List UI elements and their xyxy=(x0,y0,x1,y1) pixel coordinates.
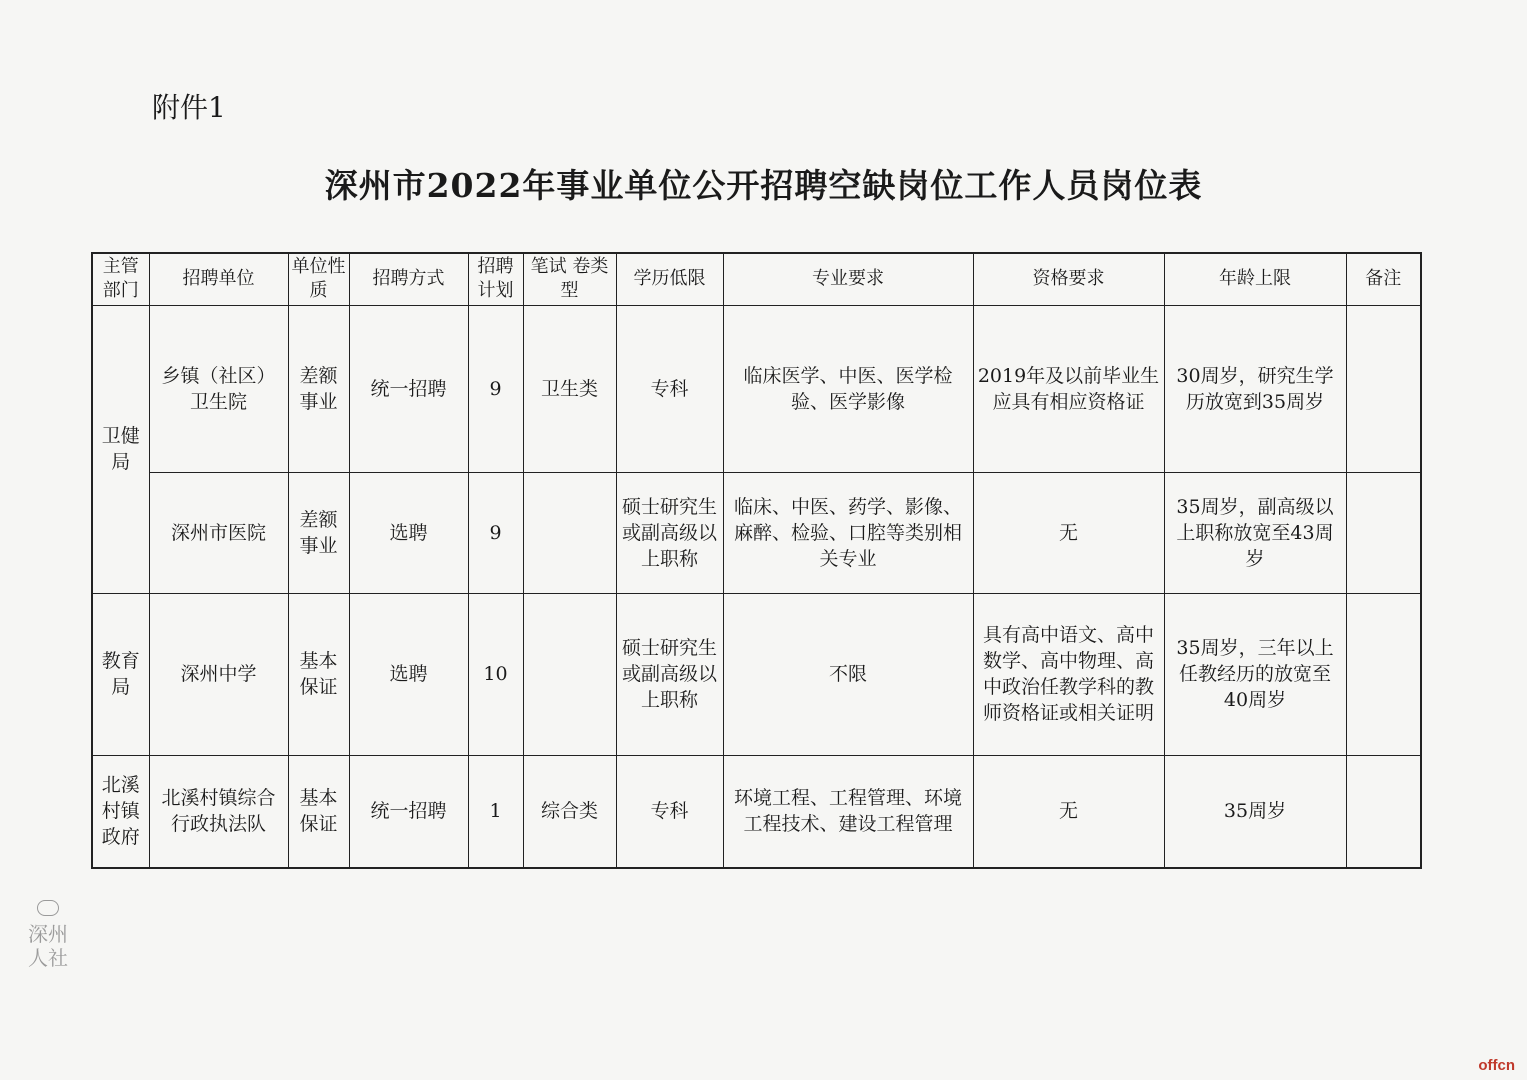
cell-exam-type: 卫生类 xyxy=(523,305,616,472)
watermark xyxy=(28,900,68,970)
cell-major: 临床、中医、药学、影像、麻醉、检验、口腔等类别相关专业 xyxy=(723,472,973,593)
cell-exam-type xyxy=(523,593,616,755)
table-row xyxy=(92,593,1421,755)
cell-note xyxy=(1346,472,1421,593)
cell-qualification: 无 xyxy=(973,755,1164,868)
cell-nature: 基本保证 xyxy=(288,593,349,755)
cell-education: 硕士研究生或副高级以上职称 xyxy=(616,593,723,755)
header-method: 招聘方式 xyxy=(349,253,468,305)
cell-nature: 差额事业 xyxy=(288,305,349,472)
cell-age: 30周岁，研究生学历放宽到35周岁 xyxy=(1164,305,1346,472)
table-row xyxy=(92,305,1421,472)
cell-method: 统一招聘 xyxy=(349,305,468,472)
cell-note xyxy=(1346,755,1421,868)
header-unit: 招聘单位 xyxy=(149,253,288,305)
cell-dept: 教育局 xyxy=(92,593,149,755)
wechat-icon xyxy=(37,900,59,916)
cell-nature: 基本保证 xyxy=(288,755,349,868)
header-row xyxy=(92,253,1421,305)
cell-qualification: 2019年及以前毕业生应具有相应资格证 xyxy=(973,305,1164,472)
header-education: 学历低限 xyxy=(616,253,723,305)
cell-method: 选聘 xyxy=(349,593,468,755)
cell-major: 不限 xyxy=(723,593,973,755)
corner-mark: offcn xyxy=(1478,1057,1515,1074)
cell-plan: 9 xyxy=(468,305,523,472)
cell-major: 环境工程、工程管理、环境工程技术、建设工程管理 xyxy=(723,755,973,868)
header-exam-type: 笔试 卷类型 xyxy=(523,253,616,305)
attachment-label: 附件1 xyxy=(152,91,226,124)
watermark-text: 深州人社 xyxy=(28,922,68,970)
header-qualification: 资格要求 xyxy=(973,253,1164,305)
positions-table xyxy=(91,252,1422,869)
cell-method: 统一招聘 xyxy=(349,755,468,868)
cell-age: 35周岁 xyxy=(1164,755,1346,868)
cell-note xyxy=(1346,593,1421,755)
table-row xyxy=(92,755,1421,868)
cell-unit: 深州中学 xyxy=(149,593,288,755)
page-title: 深州市2022年事业单位公开招聘空缺岗位工作人员岗位表 xyxy=(324,166,1203,205)
cell-plan: 10 xyxy=(468,593,523,755)
header-plan: 招聘计划 xyxy=(468,253,523,305)
cell-exam-type xyxy=(523,472,616,593)
cell-dept: 北溪村镇政府 xyxy=(92,755,149,868)
cell-dept: 卫健局 xyxy=(92,305,149,593)
header-nature: 单位性质 xyxy=(288,253,349,305)
header-dept: 主管部门 xyxy=(92,253,149,305)
cell-qualification: 具有高中语文、高中数学、高中物理、高中政治任教学科的教师资格证或相关证明 xyxy=(973,593,1164,755)
cell-education: 硕士研究生或副高级以上职称 xyxy=(616,472,723,593)
cell-plan: 9 xyxy=(468,472,523,593)
cell-qualification: 无 xyxy=(973,472,1164,593)
cell-exam-type: 综合类 xyxy=(523,755,616,868)
header-major: 专业要求 xyxy=(723,253,973,305)
cell-age: 35周岁，三年以上任教经历的放宽至40周岁 xyxy=(1164,593,1346,755)
cell-unit: 北溪村镇综合行政执法队 xyxy=(149,755,288,868)
cell-note xyxy=(1346,305,1421,472)
cell-unit: 深州市医院 xyxy=(149,472,288,593)
header-age: 年龄上限 xyxy=(1164,253,1346,305)
cell-plan: 1 xyxy=(468,755,523,868)
header-note: 备注 xyxy=(1346,253,1421,305)
cell-age: 35周岁，副高级以上职称放宽至43周岁 xyxy=(1164,472,1346,593)
cell-unit: 乡镇（社区）卫生院 xyxy=(149,305,288,472)
cell-education: 专科 xyxy=(616,305,723,472)
cell-nature: 差额事业 xyxy=(288,472,349,593)
table-row xyxy=(92,472,1421,593)
cell-major: 临床医学、中医、医学检验、医学影像 xyxy=(723,305,973,472)
cell-method: 选聘 xyxy=(349,472,468,593)
cell-education: 专科 xyxy=(616,755,723,868)
